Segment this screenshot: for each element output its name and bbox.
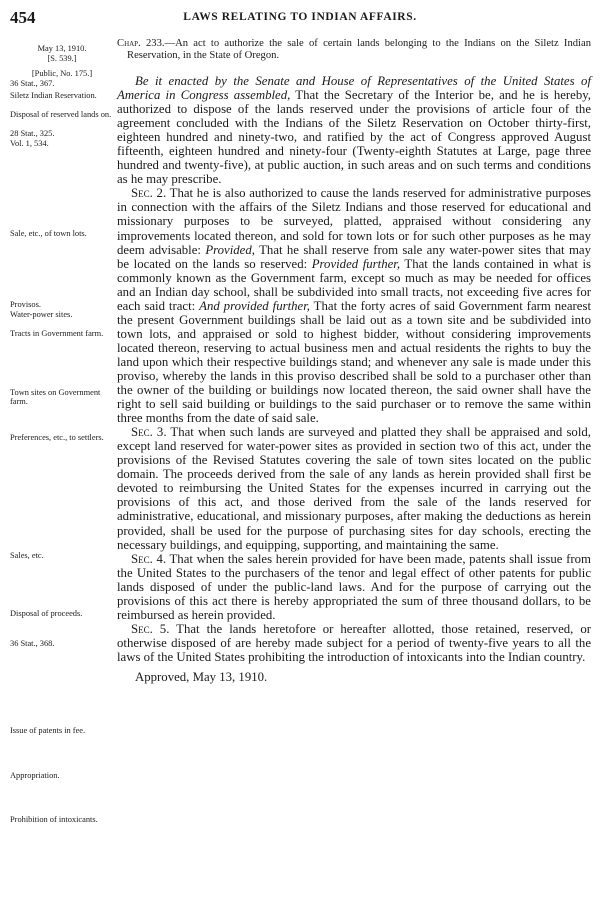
margin-note-tracts: Tracts in Government farm. [10,329,104,338]
enacting-formula: Be it enacted by the Senate and House of Representatives of the United States of America in Congress assembled, [117,74,591,103]
margin-note-stat-368: 36 Stat., 368. [10,639,55,648]
margin-note-town-sites: Town sites on Government farm. [10,388,101,407]
margin-note-provisos: Provisos. [10,300,41,309]
statute-body [117,38,591,684]
section-5-label: Sec. 5. [131,621,170,636]
margin-note-vol-1: Vol. 1, 534. [10,139,49,148]
section-4 [117,552,591,622]
proviso-1: Provided, [205,242,255,257]
section-5 [117,622,591,664]
margin-note-disposal-proceeds: Disposal of proceeds. [10,609,83,618]
proviso-2: Provided further, [311,256,401,271]
margin-note-preferences: Preferences, etc., to settlers. [10,433,104,442]
section-3 [117,425,591,551]
section-4-text: That when the sales herein provided for have been made, patents shall issue from the United States to the purchasers of the tenor and legal effect of other patents for public lands disposed of under the public-land laws. And for the purpose of carrying out the provisions of this act there is hereby appropriated the sum of three thousand dollars, to be reimbursed as herein provided. [117,551,591,622]
running-head: LAWS RELATING TO INDIAN AFFAIRS. [183,11,417,23]
chapter-label: Chap. 233. [117,38,165,49]
section-3-text: That when such lands are surveyed and platted they shall be appraised and sold, except land reserved for water-power sites as provided in section two of this act, under the provisions of the Revised Statutes covering the sale of town sites located on the public domain. The proceeds derived from the sale of any lands as herein provided shall first be devoted to reimbursing the United States for the expenses incurred in carrying out the provisions of this act, and those derived from the sale of the lands reserved for administrative, educational, and missionary purposes, after making the deductions as herein provided, shall be used for the purpose of purchasing sites for day schools, erecting the necessary buildings, and equipping, supporting, and maintaining the same. [117,425,591,552]
margin-note-disposal-reserved: Disposal of reserved lands on. [10,110,112,119]
section-2-text-2: That he shall reserve from sale any water-power sites that may be located on the lands so reserved: [117,242,591,271]
margin-note-sale-town-lots: Sale, etc., of town lots. [10,229,87,238]
section-2 [117,186,591,425]
margin-note-water-power: Water-power sites. [10,310,73,319]
section-2-text-3: That the lands contained in what is commonly known as the Government farm, except so much as may be needed for offices and an Indian day school, shall be subdivided into small tracts, not exceeding five acres for each said tract: [117,256,591,313]
chapter-title: —An act to authorize the sale of certain lands belonging to the Indians on the Siletz Indian Reservation, in the State of Oregon. [127,38,592,61]
margin-note-bill: [S. 539.] [47,54,77,63]
section-3-label: Sec. 3. [131,425,167,440]
margin-note-appropriation: Appropriation. [10,771,60,780]
margin-note-issue-patents: Issue of patents in fee. [10,726,86,735]
section-2-label: Sec. 2. [131,186,167,201]
margin-note-stat-28: 28 Stat., 325. [10,129,55,138]
margin-note-sales: Sales, etc. [10,551,44,560]
margin-note-siletz-reservation: Siletz Indian Reservation. [10,91,97,100]
section-5-text: That the lands heretofore or hereafter allotted, those retained, reserved, or otherwise disposed of are hereby made subject for a period of twenty-five years to all the laws of the United States prohibiting the introduction of intoxicants into the Indian country. [117,621,591,664]
margin-note-stat-citation: 36 Stat., 367. [10,79,55,88]
section-1-text: That the Secretary of the Interior be, and he is hereby, authorized to dispose of the lands reserved under the provisions of article four of the agreement concluded with the Indians of the Siletz Reservation on October thirty-first, eighteen hundred and ninety-two, and ratified by the act of Congress approved August fifteenth, eighteen hundred and ninety-four (Twenty-eighth Statutes at Large, page three hundred and twenty-five), at public auction, in such areas and on such terms and conditions as he may prescribe. [117,88,592,187]
page-number: 454 [10,8,36,27]
page-header [10,8,590,30]
enacting-clause [117,74,591,186]
proviso-3: And provided further, [199,298,310,313]
margin-note-date: May 13, 1910. [37,44,87,53]
section-4-label: Sec. 4. [131,551,167,566]
section-2-text-1: That he is also authorized to cause the lands reserved for administrative purposes in connection with the affairs of the Siletz Indians and those reserved for educational and missionary purposes to be surveyed, platted, appraised without considering any improvements located thereon, and sold for town lots or for such other purposes as he may deem advisable: [117,186,591,257]
section-2-text-4: That the forty acres of said Government farm nearest the present Government buildings shall be laid out as a town site and be subdivided into town lots, and appraised or sold to highest bidder, without considering improvements located thereon, reserving to actual business men and actual residents the rights to buy the land upon which their respective buildings stand; and whenever any sale is made under this proviso, whereby the lands in this proviso described shall be sold to a purchaser other than the owner of the building or buildings now located thereon, the said owner shall have the right to sell said building or buildings to the said purchaser or to remove the same within three months from the date of said sale. [117,298,592,426]
approval-line: Approved, May 13, 1910. [135,669,268,684]
chapter-heading [117,38,591,62]
margin-note-public-no: [Public, No. 175.] [31,69,93,78]
margin-note-prohibition: Prohibition of intoxicants. [10,815,98,824]
